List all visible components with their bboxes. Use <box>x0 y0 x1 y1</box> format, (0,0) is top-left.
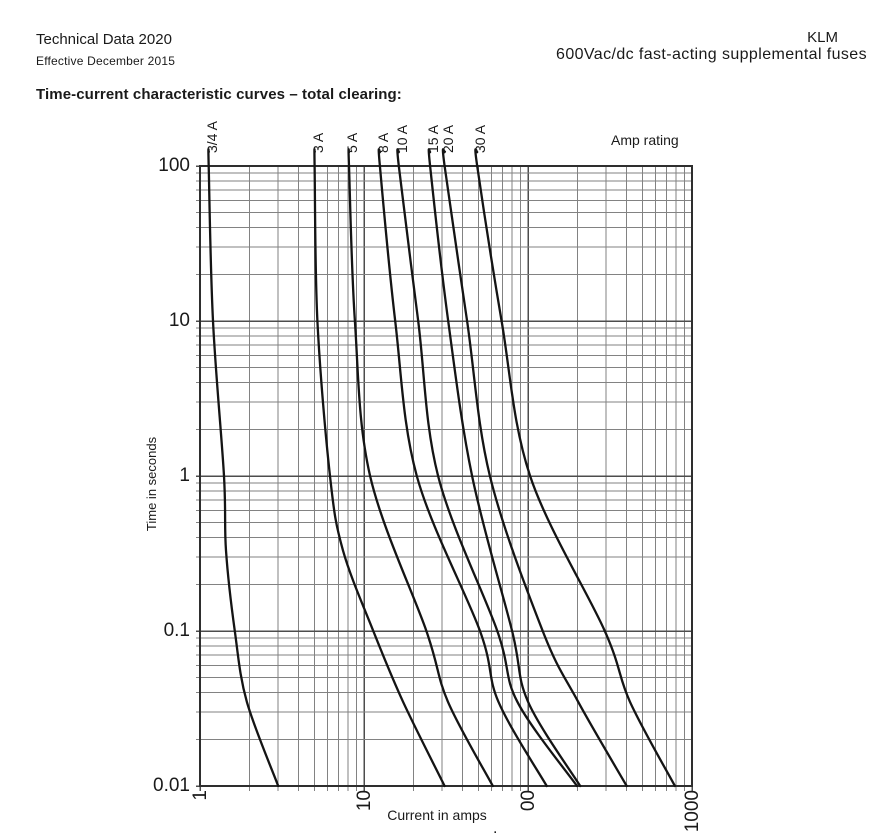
y-axis-title: Time in seconds <box>144 436 159 532</box>
x-tick-label: 00 <box>518 790 539 812</box>
x-axis-title: Current in amps <box>387 807 487 823</box>
fuse-curve-34A <box>208 149 278 786</box>
y-tick-label: 100 <box>158 155 190 176</box>
stray-mark: . <box>493 820 498 837</box>
product-desc: 600Vac/dc fast-acting supplemental fuses <box>556 46 867 63</box>
doc-title: Technical Data 2020 <box>36 31 172 48</box>
x-tick-label: 1000 <box>682 790 703 833</box>
curve-label: 20 A <box>439 124 456 153</box>
curve-label: 3/4 A <box>203 121 220 153</box>
product-code: KLM <box>807 29 838 46</box>
section-title: Time-current characteristic curves – total clearing: <box>36 86 402 103</box>
fuse-curve-3A <box>314 149 444 786</box>
curve-label: 8 A <box>374 132 391 153</box>
curve-label: 10 A <box>393 124 410 153</box>
x-tick-label: 1 <box>190 790 211 801</box>
fuse-curve-15A <box>429 149 580 786</box>
curve-label: 15 A <box>425 124 442 153</box>
curve-label: 30 A <box>472 124 489 153</box>
legend-title: Amp rating <box>611 132 679 148</box>
y-tick-label: 10 <box>168 310 190 331</box>
doc-subtitle: Effective December 2015 <box>36 54 176 68</box>
fuse-curve-30A <box>475 149 675 786</box>
curve-label: 5 A <box>343 132 360 153</box>
x-tick-label: 10 <box>354 790 375 812</box>
y-tick-label: 1 <box>179 465 190 486</box>
y-tick-label: 0.1 <box>163 620 190 641</box>
grid <box>196 166 692 791</box>
curve-label: 3 A <box>309 132 326 153</box>
y-tick-label: 0.01 <box>153 775 190 796</box>
